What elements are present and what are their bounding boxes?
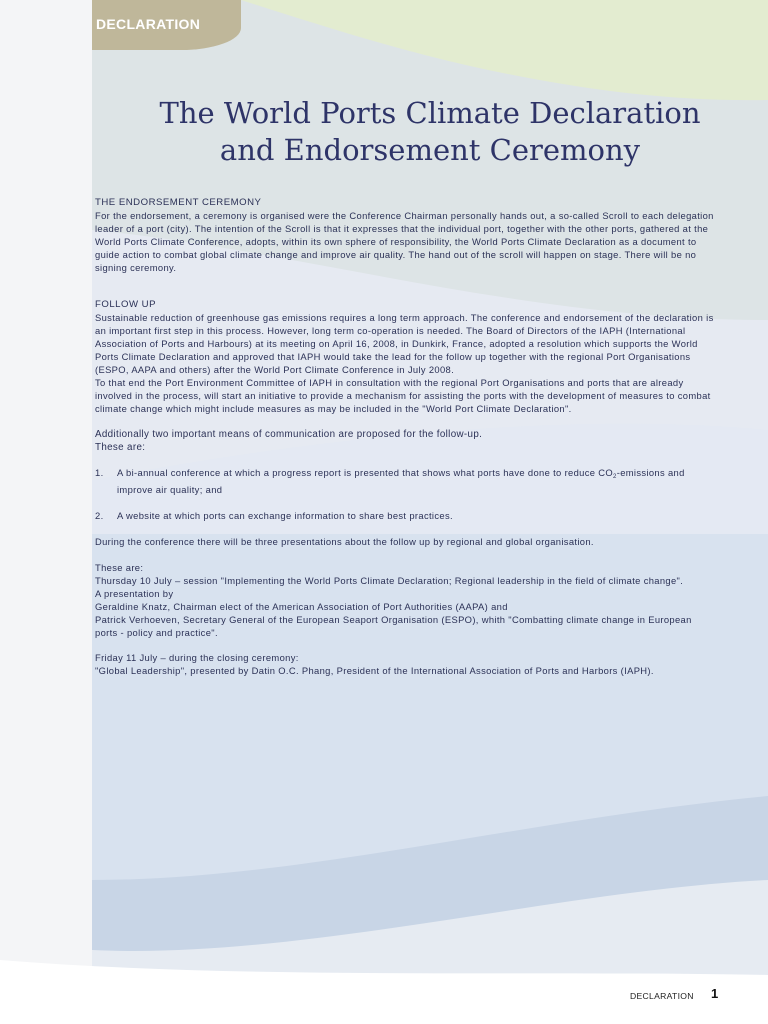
list-number: 1. <box>95 467 104 479</box>
means-list-2 <box>95 510 715 523</box>
means-list <box>95 467 715 497</box>
friday-session: Friday 11 July – during the closing ceremony: <box>95 652 299 664</box>
follow-up-heading: FOLLOW UP <box>95 299 157 311</box>
global-leadership: "Global Leadership", presented by Datin O.C. Phang, President of the International Association of Ports and Harbors (IAPH). <box>95 665 654 677</box>
thursday-session: Thursday 10 July – session "Implementing the World Ports Climate Declaration; Regional leadership in the field of climate change". <box>95 574 684 586</box>
presentations-intro: During the conference there will be three presentations about the follow up by regional and global organisation. <box>95 536 594 548</box>
list-text: A bi-annual conference at which a progress report is presented that shows what ports have done to reduce $CO_2$-emissions and improve air quality; and <box>117 467 685 496</box>
list-number: 2. <box>95 510 104 522</box>
means-intro: Additionally two important means of communication are proposed for the follow-up. <box>95 428 483 440</box>
ceremony-paragraph: For the endorsement, a ceremony is organised were the Conference Chairman personally hands out, a so-called Scroll to each delegation leader of a port (city). The intention of the Scroll is that it expresses that the individual port, together with the other ports, gathered at the World Ports Climate Conference, adopts, within its own sphere of responsibility, the World Ports Climate Declaration as a document to guide action to combat global climate change and improve air quality. The hand out of the scroll will happen on stage. There will be no signing ceremony. <box>95 209 714 273</box>
page-number: 1 <box>711 986 719 1001</box>
these-are-label: These are: <box>95 441 146 453</box>
presenter-verhoeven: Patrick Verhoeven, Secretary General of the European Seaport Organisation (ESPO), whith "Combatting climate change in European ports - policy and practice". <box>95 613 692 638</box>
presentation-by: A presentation by <box>95 587 174 599</box>
list-item <box>95 467 715 497</box>
footer-label: DECLARATION <box>630 991 694 1001</box>
follow-up-paragraph-2: To that end the Port Environment Committee of IAPH in consultation with the regional Port Organisations and ports that are already involved in the process, will start an initiative to provide a mechanism for assisting the ports with the development of measures to combat climate change which might include measures as may be included in the "World Port Climate Declaration". <box>95 376 711 414</box>
subscript-2: 2 <box>613 474 617 481</box>
section-tag-label: DECLARATION <box>96 16 201 32</box>
list-item <box>95 510 715 523</box>
ceremony-heading: THE ENDORSEMENT CEREMONY <box>95 197 262 208</box>
follow-up-paragraph-1: Sustainable reduction of greenhouse gas emissions requires a long term approach. The conference and endorsement of the declaration is an important first step in this process. However, long term co-operation is needed. The Board of Directors of the IAPH (International Association of Ports and Harbours) at its meeting on April 16, 2008, in Dunkirk, France, adopted a resolution which supports the World Ports Climate Declaration and approved that IAPH would take the lead for the follow up together with the regional Port Organisations (ESPO, AAPA and others) after the World Port Climate Conference in July 2008. <box>95 312 714 375</box>
title-line-1: The World Ports Climate Declaration <box>159 96 701 130</box>
these-are-label-2: These are: <box>95 562 144 574</box>
list-text: A website at which ports can exchange information to share best practices. <box>117 510 453 522</box>
title-line-2: and Endorsement Ceremony <box>219 133 641 167</box>
document-body <box>95 197 715 678</box>
presenter-knatz: Geraldine Knatz, Chairman elect of the American Association of Port Authorities (AAPA) and <box>95 600 508 612</box>
page-title <box>92 95 768 169</box>
